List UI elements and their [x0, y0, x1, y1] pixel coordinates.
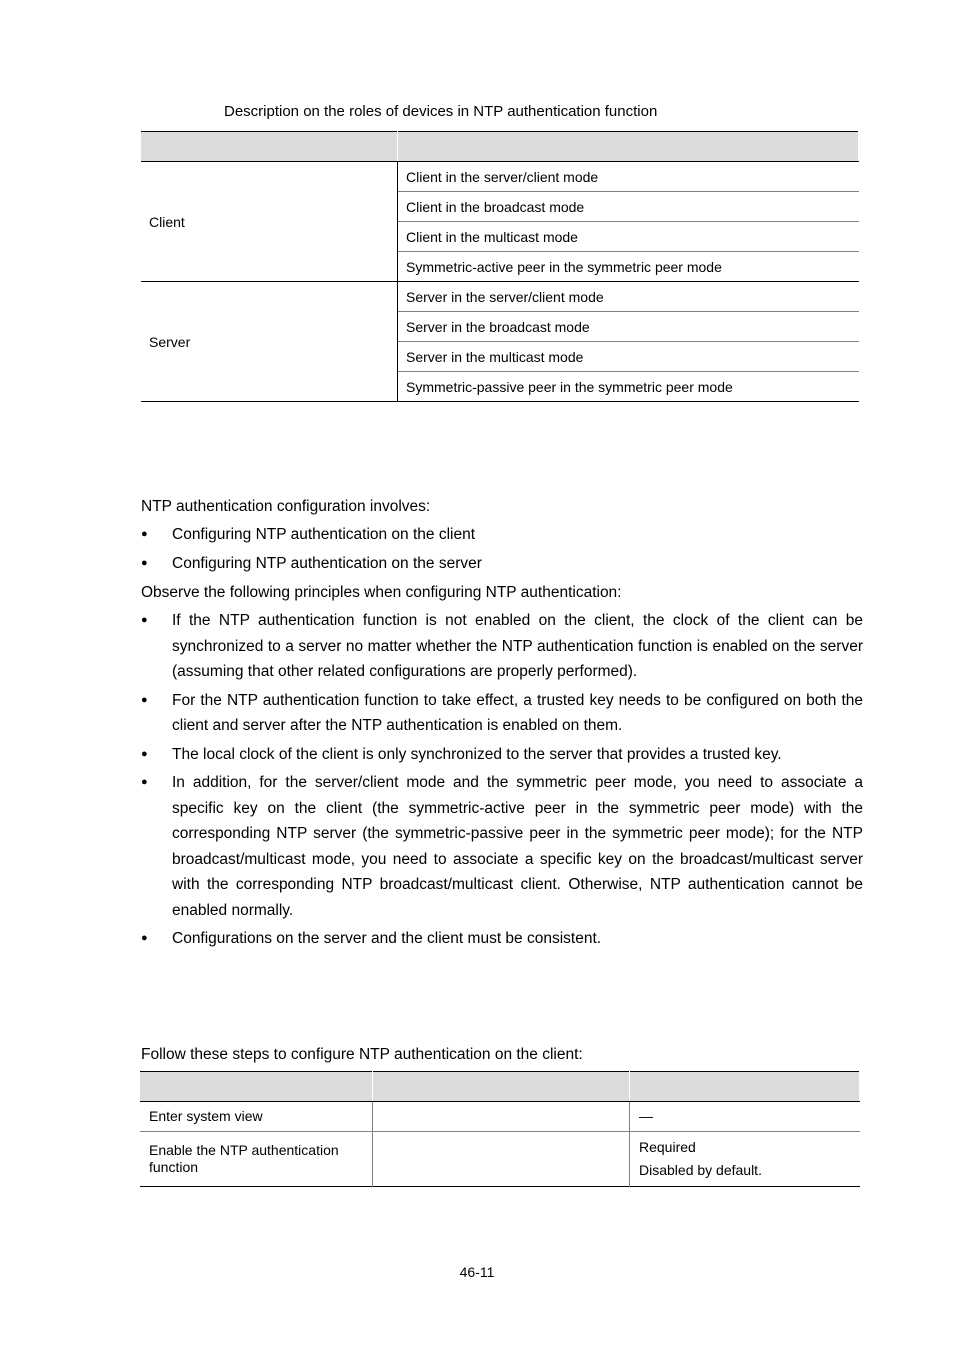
bullet-icon: ●	[141, 614, 148, 626]
list-item: ● Configurations on the server and the client must be consistent.	[141, 926, 863, 952]
steps-paragraph: Follow these steps to configure NTP authentication on the client:	[141, 1046, 583, 1063]
command-cell	[373, 1102, 630, 1132]
intro-bullet-list	[141, 522, 863, 576]
page-number: 46-11	[459, 1264, 495, 1280]
bullet-icon: ●	[141, 693, 148, 706]
mode-cell: Client in the server/client mode	[398, 162, 859, 192]
mode-cell: Symmetric-passive peer in the symmetric peer mode	[398, 372, 859, 402]
remarks-cell: —	[630, 1102, 860, 1132]
intro-paragraph: NTP authentication configuration involves:	[141, 498, 431, 515]
table-row	[140, 1132, 860, 1187]
role-cell-server: Server	[141, 282, 398, 402]
roles-table-header-cell	[398, 132, 859, 162]
roles-table-header-cell	[141, 132, 398, 162]
list-item: ● Configuring NTP authentication on the server	[141, 551, 863, 577]
list-item: ● The local clock of the client is only synchronized to the server that provides a trusted key.	[141, 742, 863, 768]
bullet-icon: ●	[141, 932, 148, 944]
roles-table	[141, 131, 859, 402]
table-row	[140, 1102, 860, 1132]
remarks-cell	[630, 1132, 860, 1187]
bullet-icon: ●	[141, 556, 148, 569]
principles-paragraph: Observe the following principles when configuring NTP authentication:	[141, 584, 622, 601]
mode-cell: Client in the multicast mode	[398, 222, 859, 252]
steps-table	[140, 1071, 860, 1187]
role-cell-client: Client	[141, 162, 398, 282]
roles-table-header-row	[141, 132, 859, 162]
mode-cell: Server in the multicast mode	[398, 342, 859, 372]
table-row	[141, 162, 859, 192]
mode-cell: Server in the broadcast mode	[398, 312, 859, 342]
step-cell: Enable the NTP authentication function	[140, 1132, 373, 1187]
list-item: ● Configuring NTP authentication on the client	[141, 522, 863, 548]
steps-table-header-cell	[373, 1072, 630, 1102]
bullet-icon: ●	[141, 776, 148, 788]
mode-cell: Symmetric-active peer in the symmetric peer mode	[398, 252, 859, 282]
remark-line: Disabled by default.	[639, 1162, 762, 1178]
steps-table-header-cell	[630, 1072, 860, 1102]
mode-cell: Client in the broadcast mode	[398, 192, 859, 222]
bullet-icon: ●	[141, 747, 148, 760]
table-row	[141, 282, 859, 312]
step-cell: Enter system view	[140, 1102, 373, 1132]
steps-table-header-row	[140, 1072, 860, 1102]
command-cell	[373, 1132, 630, 1187]
principles-bullet-list	[141, 608, 863, 952]
steps-table-header-cell	[140, 1072, 373, 1102]
remark-line: Required	[639, 1139, 696, 1155]
bullet-icon: ●	[141, 528, 148, 540]
list-item: ● If the NTP authentication function is not enabled on the client, the clock of the client can be synchronized to a server no matter whether the NTP authentication function is enabled on the server (assuming that other related configurations are properly performed).	[141, 608, 863, 685]
list-item: ● For the NTP authentication function to take effect, a trusted key needs to be configured on both the client and server after the NTP authentication is enabled on them.	[141, 688, 863, 739]
mode-cell: Server in the server/client mode	[398, 282, 859, 312]
list-item: ● In addition, for the server/client mode and the symmetric peer mode, you need to associate a specific key on the client (the symmetric-active peer in the symmetric peer mode) with the corresponding NTP server (the symmetric-passive peer in the symmetric peer mode); for the NTP broadcast/multicast mode, you need to associate a specific key on the broadcast/multicast server with the corresponding NTP broadcast/multicast client. Otherwise, NTP authentication cannot be enabled normally.	[141, 770, 863, 923]
roles-table-caption: Description on the roles of devices in NTP authentication function	[224, 103, 658, 120]
